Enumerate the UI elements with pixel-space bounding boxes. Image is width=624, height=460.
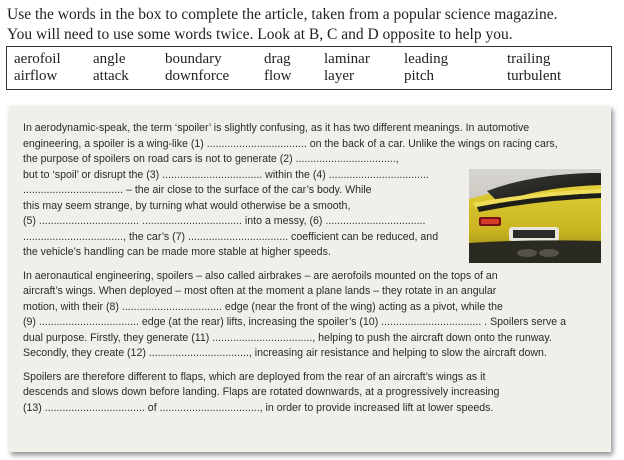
word: laminar [324, 51, 370, 67]
article-line: .................................., the car’s (7) .................................. coefficient can be reduced, and [23, 230, 439, 243]
word-column [14, 51, 61, 85]
article-line: In aerodynamic-speak, the term ‘spoiler’ is slightly confusing, as it has two different meanings. In automotive [23, 122, 530, 134]
article-line: (9) .................................. edge (at the rear) lifts, increasing the spoiler’s (10) .................................. . Spoilers serve a [23, 316, 567, 328]
car-spoiler-photo [469, 169, 601, 263]
instructions [7, 5, 619, 45]
article-text [23, 121, 605, 424]
word: angle [93, 51, 126, 67]
article-line: .................................. – the air close to the surface of the car’s body. While [23, 184, 372, 196]
article-line: this may seem strange, by turning what would otherwise be a smooth, [23, 199, 351, 212]
article-line: (5) .................................. .................................. into a messy, (6) .................................. [23, 215, 426, 227]
word-column [264, 51, 292, 85]
article-line: (13) .................................. of .................................., in order to provide increased lift at lower speeds. [23, 401, 494, 414]
word: layer [324, 68, 354, 84]
word: flow [264, 68, 292, 84]
word: downforce [165, 68, 230, 84]
word: aerofoil [14, 51, 61, 67]
word: pitch [404, 68, 434, 84]
word-column [507, 51, 561, 85]
word: airflow [14, 68, 58, 84]
instruction-line-2: You will need to use some words twice. Look at B, C and D opposite to help you. [7, 26, 513, 43]
word-column [165, 51, 229, 85]
word: turbulent [507, 68, 562, 84]
article-line: Spoilers are therefore different to flaps, which are deployed from the rear of an aircraft’s wings as it [23, 370, 486, 383]
article-line: aircraft’s wings. When deployed – most often at the moment a plane lands – they rotate in an angular [23, 285, 497, 297]
article-line: but to ‘spoil’ or disrupt the (3) .................................. within the (4) .................................. [23, 168, 429, 181]
article-line: motion, with their (8) .................................. edge (near the front of the wing) acting as a pivot, while the [23, 300, 503, 313]
word: drag [264, 51, 291, 67]
word: trailing [507, 51, 551, 67]
article-line: the vehicle’s handling can be made more stable at higher speeds. [23, 246, 331, 258]
article-line: engineering, a spoiler is a wing-like (1) .................................. on the back of a car. Unlike the wings on racing cars, [23, 137, 558, 150]
word: boundary [165, 51, 222, 67]
paragraph-aeronautical [23, 269, 605, 362]
instruction-line-1: Use the words in the box to complete the article, taken from a popular science magazine. [7, 6, 558, 23]
article-card [9, 106, 611, 452]
article-line: Secondly, they create (12) .................................., increasing air resistance and helping to slow the aircraft down. [23, 347, 547, 359]
paragraph-flaps [23, 370, 605, 417]
article-line: In aeronautical engineering, spoilers – also called airbrakes – are aerofoils mounted on the tops of an [23, 269, 498, 282]
article-line: the purpose of spoilers on road cars is not to generate (2) .................................., [23, 153, 399, 165]
word-column [324, 51, 370, 85]
article-line: dual purpose. Firstly, they generate (11) .................................., helping to push the aircraft down onto the runway. [23, 331, 552, 344]
word: attack [93, 68, 129, 84]
word-box [6, 46, 612, 90]
word-column [404, 51, 448, 85]
word-column [93, 51, 129, 85]
article-line: descends and slows down before landing. Flaps are rotated downwards, at a progressively increasing [23, 386, 500, 398]
word: leading [404, 51, 449, 67]
